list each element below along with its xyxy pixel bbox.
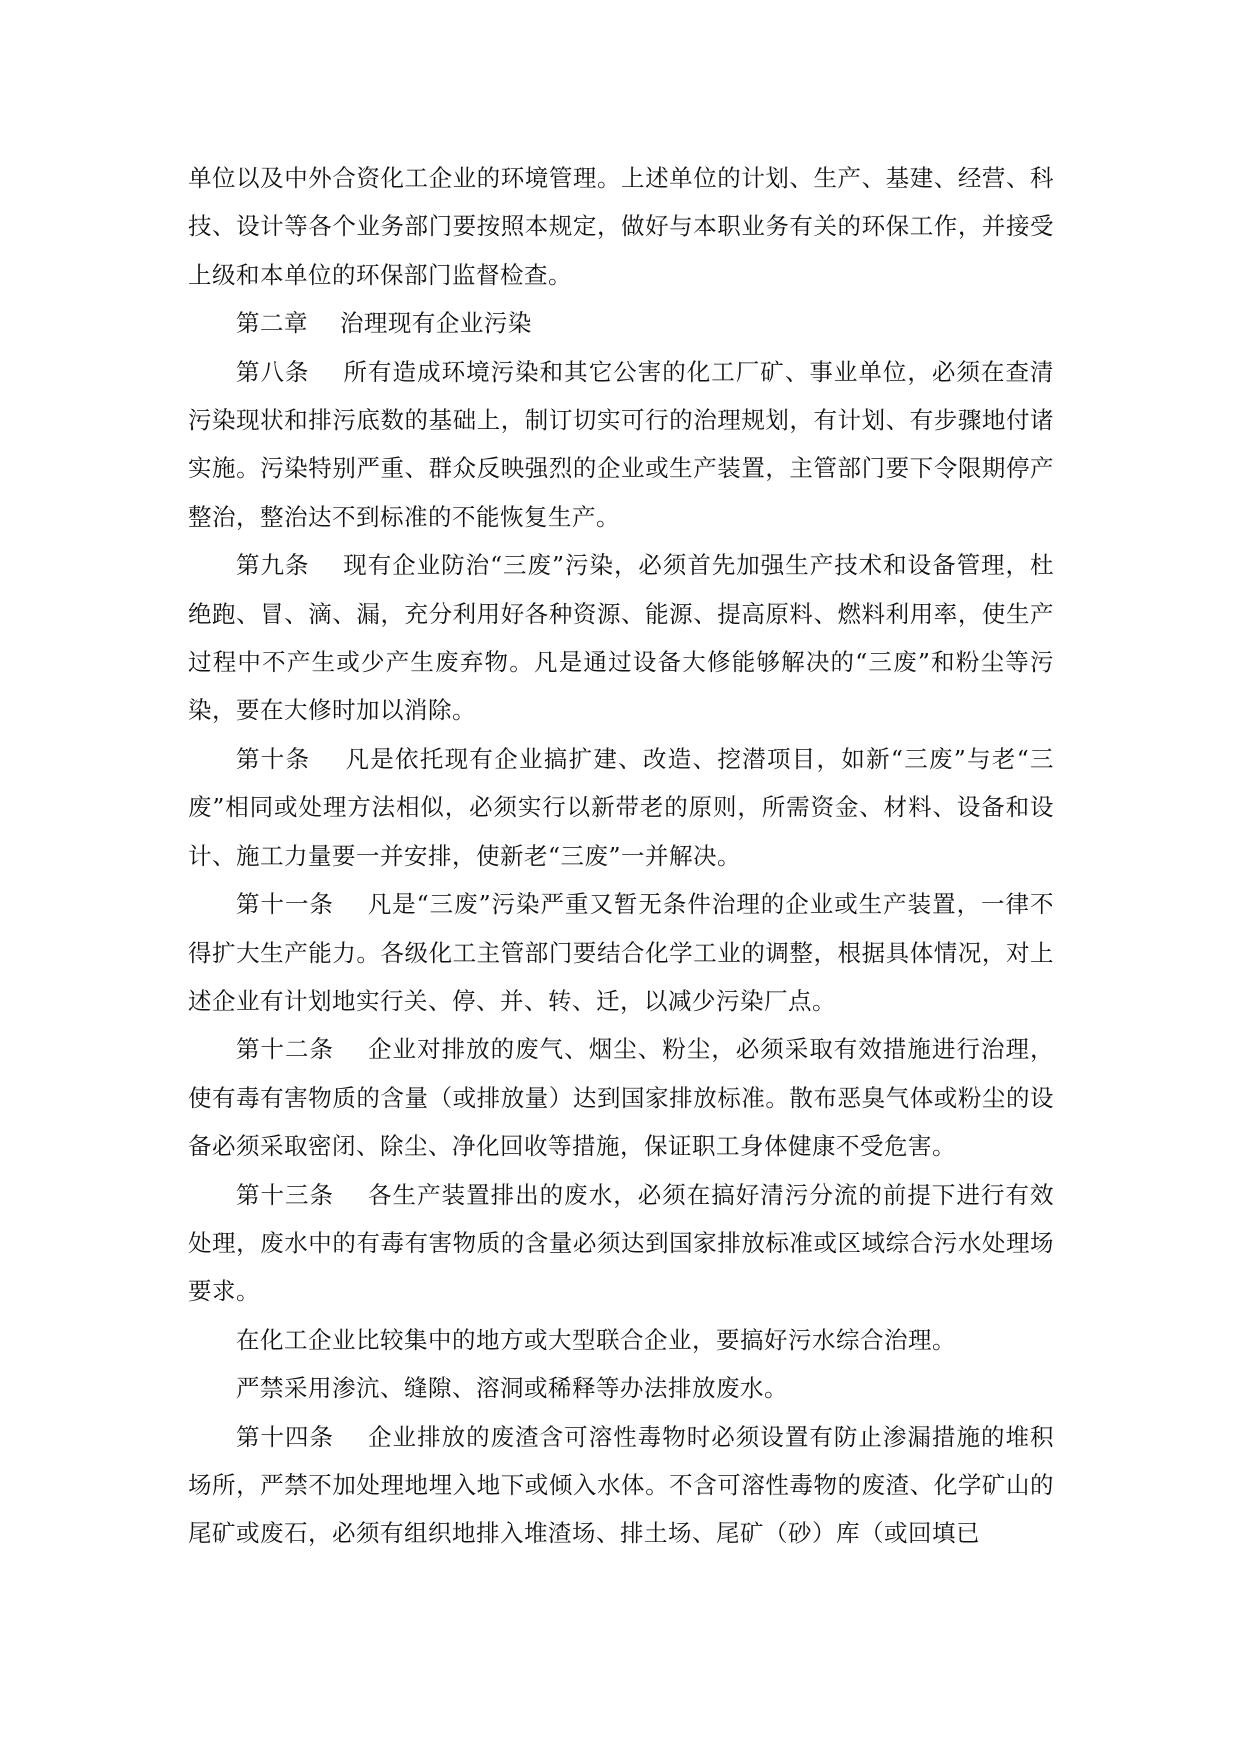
article-text: 现有企业防治“三废”污染，必须首先加强生产技术和设备管理，杜绝跑、冒、滴、漏，充分利用好各种资源、能源、提高原料、燃料利用率，使生产过程中不产生或少产生废弃物。凡是通过设备大修能够解决的“三废”和粉尘等污染，要在大修时加以消除。 xyxy=(188,551,1055,725)
chapter-number: 第二章 xyxy=(236,309,308,338)
paragraph-text: 在化工企业比较集中的地方或大型联合企业，要搞好污水综合治理。 xyxy=(236,1325,956,1354)
article-text: 企业对排放的废气、烟尘、粉尘，必须采取有效措施进行治理，使有毒有害物质的含量（或排放量）达到国家排放标准。散布恶臭气体或粉尘的设备必须采取密闭、除尘、净化回收等措施，保证职工身体健康不受危害。 xyxy=(188,1035,1055,1161)
article-number: 第九条 xyxy=(236,551,310,580)
chapter-title: 治理现有企业污染 xyxy=(339,309,532,338)
article-13-clause-3 xyxy=(188,1364,1054,1412)
paragraph-text: 单位以及中外合资化工企业的环境管理。上述单位的计划、生产、基建、经营、科技、设计等各个业务部门要按照本规定，做好与本职业务有关的环保工作，并接受上级和本单位的环保部门监督检查。 xyxy=(188,164,1054,289)
article-13 xyxy=(188,1171,1054,1316)
article-10 xyxy=(188,735,1054,880)
document-body xyxy=(188,154,1054,1558)
article-14 xyxy=(188,1413,1054,1558)
paragraph-text: 严禁采用渗沆、缝隙、溶洞或稀释等办法排放废水。 xyxy=(236,1374,788,1403)
article-text: 凡是依托现有企业搞扩建、改造、挖潜项目，如新“三废”与老“三废”相同或处理方法相似，必须实行以新带老的原则，所需资金、材料、设备和设计、施工力量要一并安排，使新老“三废”一并解决。 xyxy=(188,744,1055,870)
article-8 xyxy=(188,348,1054,542)
article-13-clause-2 xyxy=(188,1316,1054,1364)
article-text: 各生产装置排出的废水，必须在搞好清污分流的前提下进行有效处理，废水中的有毒有害物质的含量必须达到国家排放标准或区域综合污水处理场要求。 xyxy=(188,1180,1055,1306)
paragraph-continued xyxy=(188,154,1054,299)
article-text: 所有造成环境污染和其它公害的化工厂矿、事业单位，必须在查清污染现状和排污底数的基础上，制订切实可行的治理规划，有计划、有步骤地付诸实施。污染特别严重、群众反映强烈的企业或生产装置，主管部门要下令限期停产整治，整治达不到标准的不能恢复生产。 xyxy=(188,357,1055,531)
article-number: 第十条 xyxy=(236,744,311,773)
article-12 xyxy=(188,1025,1054,1170)
article-number: 第十一条 xyxy=(236,890,334,919)
article-text: 凡是“三废”污染严重又暂无条件治理的企业或生产装置，一律不得扩大生产能力。各级化工主管部门要结合化学工业的调整，根据具体情况，对上述企业有计划地实行关、停、并、转、迁，以减少污染厂点。 xyxy=(188,890,1054,1015)
article-9 xyxy=(188,541,1054,735)
article-text: 企业排放的废渣含可溶性毒物时必须设置有防止渗漏措施的堆积场所，严禁不加处理地埋入地下或倾入水体。不含可溶性毒物的废渣、化学矿山的尾矿或废石，必须有组织地排入堆渣场、排土场、尾矿（砂）库（或回填已 xyxy=(188,1422,1055,1548)
article-number: 第八条 xyxy=(236,357,310,386)
article-11 xyxy=(188,880,1054,1025)
article-number: 第十二条 xyxy=(236,1035,335,1064)
chapter-heading xyxy=(188,299,1054,347)
article-number: 第十四条 xyxy=(236,1422,335,1451)
article-number: 第十三条 xyxy=(236,1180,335,1209)
